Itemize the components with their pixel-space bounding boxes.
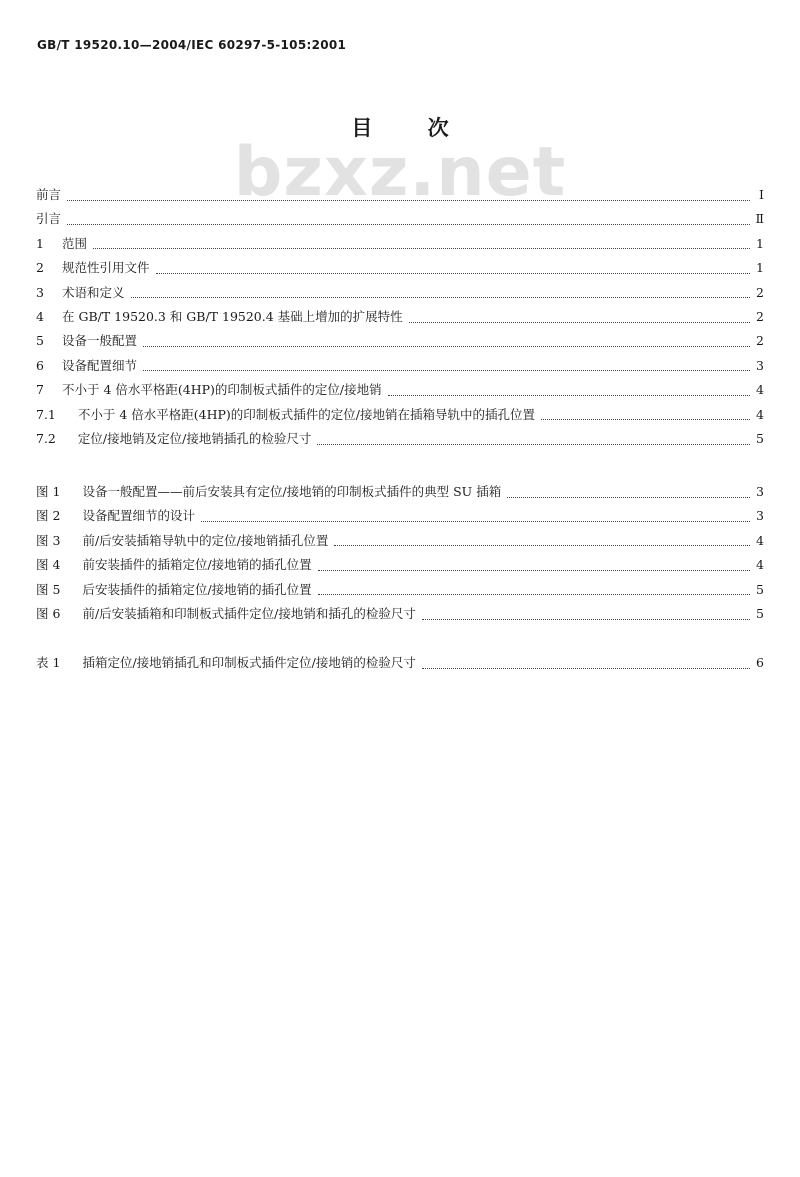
toc-page: 4 (756, 382, 764, 398)
toc-label: 不小于 4 倍水平格距(4HP)的印制板式插件的定位/接地销在插箱导轨中的插孔位置 (77, 406, 536, 422)
figure-label: 前/后安装插箱和印制板式插件定位/接地销和插孔的检验尺寸 (82, 605, 416, 621)
figure-entry-3[interactable] (36, 531, 764, 555)
toc-number: 2 (36, 260, 44, 276)
dot-leader (318, 570, 750, 571)
figure-page: 3 (756, 484, 764, 499)
table-label: 插箱定位/接地销插孔和印制板式插件定位/接地销的检验尺寸 (82, 655, 416, 670)
toc-number: 7.1 (36, 406, 56, 422)
dot-leader (334, 545, 750, 546)
toc-entry-4[interactable] (36, 307, 764, 331)
figure-label: 后安装插件的插箱定位/接地销的插孔位置 (82, 581, 312, 597)
figure-label: 前安装插件的插箱定位/接地销的插孔位置 (82, 557, 312, 573)
toc-sections (36, 185, 764, 453)
figure-entry-1[interactable] (36, 482, 764, 506)
dot-leader (422, 668, 750, 669)
figure-page: 4 (756, 557, 764, 573)
dot-leader (131, 297, 750, 298)
toc-entry-foreword[interactable] (36, 185, 764, 209)
toc-page: 4 (756, 406, 764, 422)
figure-number: 图 2 (36, 508, 61, 524)
figure-number: 图 1 (36, 484, 61, 499)
toc-label: 设备一般配置 (62, 333, 138, 349)
toc-label: 在 GB/T 19520.3 和 GB/T 19520.4 基础上增加的扩展特性 (62, 308, 403, 324)
figure-page: 5 (756, 605, 764, 621)
toc-page: 2 (756, 284, 764, 300)
table-number: 表 1 (36, 655, 61, 670)
toc-entry-1[interactable] (36, 234, 764, 258)
dot-leader (143, 370, 750, 371)
figure-entry-5[interactable] (36, 580, 764, 604)
toc-entry-7[interactable] (36, 380, 764, 404)
toc-page: 1 (756, 235, 764, 251)
toc-page: 2 (756, 308, 764, 324)
figure-entry-2[interactable] (36, 506, 764, 530)
toc-label: 引言 (36, 211, 62, 227)
toc-number: 1 (36, 235, 44, 251)
toc-page: 2 (756, 333, 764, 349)
figure-entry-4[interactable] (36, 555, 764, 579)
toc-number: 7.2 (36, 430, 56, 446)
toc-label: 不小于 4 倍水平格距(4HP)的印制板式插件的定位/接地销 (62, 382, 382, 398)
watermark: bzxz.net (233, 133, 567, 212)
standard-number: GB/T 19520.10—2004/IEC 60297-5-105:2001 (37, 38, 347, 52)
figure-number: 图 3 (36, 532, 61, 548)
toc-number: 6 (36, 357, 44, 373)
dot-leader (317, 444, 750, 445)
dot-leader (541, 419, 750, 420)
toc-entry-7-2[interactable] (36, 429, 764, 453)
figure-label: 设备配置细节的设计 (82, 508, 195, 524)
toc-label: 术语和定义 (62, 284, 125, 300)
figure-number: 图 6 (36, 605, 61, 621)
dot-leader (388, 395, 750, 396)
page-title: 目 次 (351, 116, 449, 140)
toc-page: 5 (756, 430, 764, 446)
dot-leader (507, 497, 750, 498)
table-entry-1[interactable] (36, 653, 764, 677)
dot-leader (318, 594, 750, 595)
toc-entry-introduction[interactable] (36, 209, 764, 233)
toc-entry-3[interactable] (36, 283, 764, 307)
figure-label: 设备一般配置——前后安装具有定位/接地销的印制板式插件的典型 SU 插箱 (82, 484, 502, 499)
toc-label: 设备配置细节 (62, 357, 138, 373)
toc-entry-2[interactable] (36, 258, 764, 282)
dot-leader (409, 322, 750, 323)
toc-page: Ⅰ (759, 187, 764, 202)
toc-figures (36, 482, 764, 628)
toc-label: 前言 (36, 187, 62, 202)
toc-number: 3 (36, 284, 44, 300)
toc-entry-7-1[interactable] (36, 405, 764, 429)
toc-number: 7 (36, 382, 44, 398)
figure-label: 前/后安装插箱导轨中的定位/接地销插孔位置 (82, 532, 329, 548)
toc-label: 定位/接地销及定位/接地销插孔的检验尺寸 (77, 430, 312, 446)
dot-leader (143, 346, 750, 347)
figure-page: 4 (756, 532, 764, 548)
toc-page: 1 (756, 260, 764, 276)
toc-label: 规范性引用文件 (62, 260, 150, 276)
toc-number: 5 (36, 333, 44, 349)
toc-tables (36, 653, 764, 677)
dot-leader (93, 248, 750, 249)
dot-leader (156, 273, 750, 274)
toc-number: 4 (36, 308, 44, 324)
figure-page: 5 (756, 581, 764, 597)
toc-entry-5[interactable] (36, 331, 764, 355)
dot-leader (422, 619, 750, 620)
table-page: 6 (756, 655, 764, 670)
figure-entry-6[interactable] (36, 604, 764, 628)
dot-leader (67, 200, 750, 201)
figure-number: 图 5 (36, 581, 61, 597)
toc-entry-6[interactable] (36, 356, 764, 380)
toc-page: Ⅱ (755, 211, 764, 227)
figure-number: 图 4 (36, 557, 61, 573)
toc-page: 3 (756, 357, 764, 373)
figure-page: 3 (756, 508, 764, 524)
dot-leader (67, 224, 749, 225)
dot-leader (201, 521, 750, 522)
toc-label: 范围 (62, 235, 88, 251)
